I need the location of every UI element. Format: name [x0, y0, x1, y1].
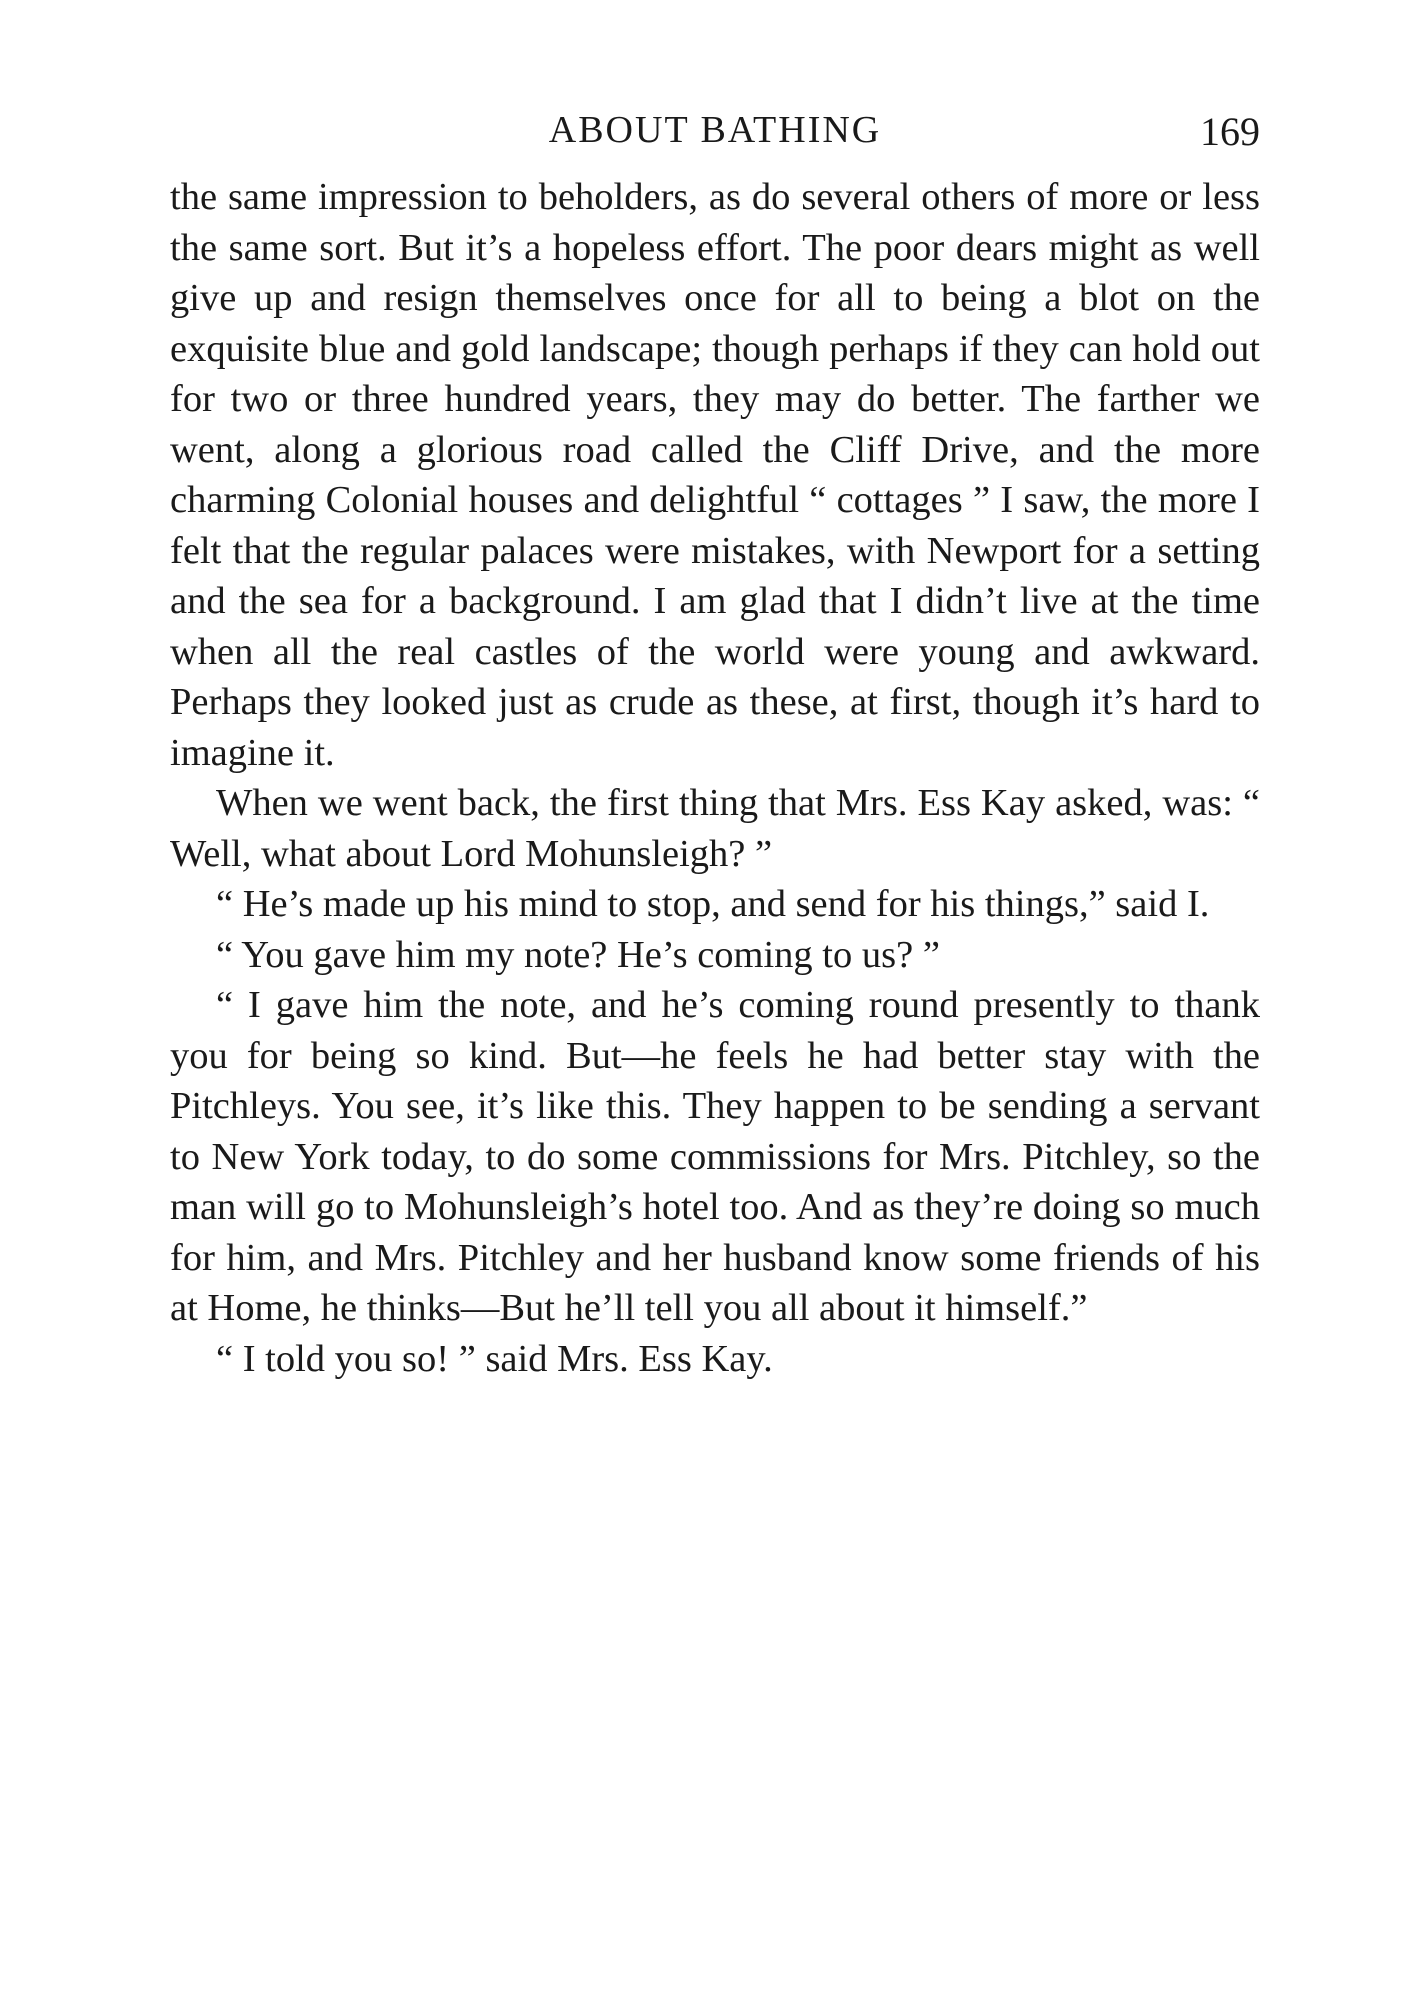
body-text [170, 172, 1260, 1384]
paragraph: “ I told you so! ” said Mrs. Ess Kay. [216, 1337, 773, 1380]
paragraph: “ I gave him the note, and he’s coming round presently to thank you for being so kind. But—he feels he had better stay with the Pitchleys. You see, it’s like this. They happen to be sending a servant to New York today, to do some commissions for Mrs. Pitchley, so the man will go to Mohunsleigh’s hotel too. And as they’re doing so much for him, and Mrs. Pitchley and her husband know some friends of his at Home, he thinks—But he’ll tell you all about it himself.” [170, 984, 1260, 1329]
running-title: ABOUT BATHING [548, 109, 882, 151]
book-page [170, 100, 1260, 1384]
paragraph: “ You gave him my note? He’s coming to us? ” [216, 933, 940, 976]
paragraph: the same impression to beholders, as do several others of more or less the same sort. But it’s a hopeless effort. The poor dears might as well give up and resign themselves once for all to being a blot on the exquisite blue and gold landscape; though perhaps if they can hold out for two or three hundred years, they may do better. The farther we went, along a glorious road called the Cliff Drive, and the more charming Colonial houses and delightful “ cottages ” I saw, the more I felt that the regular palaces were mistakes, with Newport for a setting and the sea for a background. I am glad that I didn’t live at the time when all the real castles of the world were young and awkward. Perhaps they looked just as crude as these, at first, though it’s hard to imagine it. [170, 176, 1260, 774]
running-head [170, 100, 1260, 172]
page-number: 169 [1200, 109, 1260, 154]
paragraph: “ He’s made up his mind to stop, and send for his things,” said I. [216, 883, 1210, 925]
paragraph: When we went back, the first thing that Mrs. Ess Kay asked, was: “ Well, what about Lord Mohunsleigh? ” [170, 782, 1260, 875]
